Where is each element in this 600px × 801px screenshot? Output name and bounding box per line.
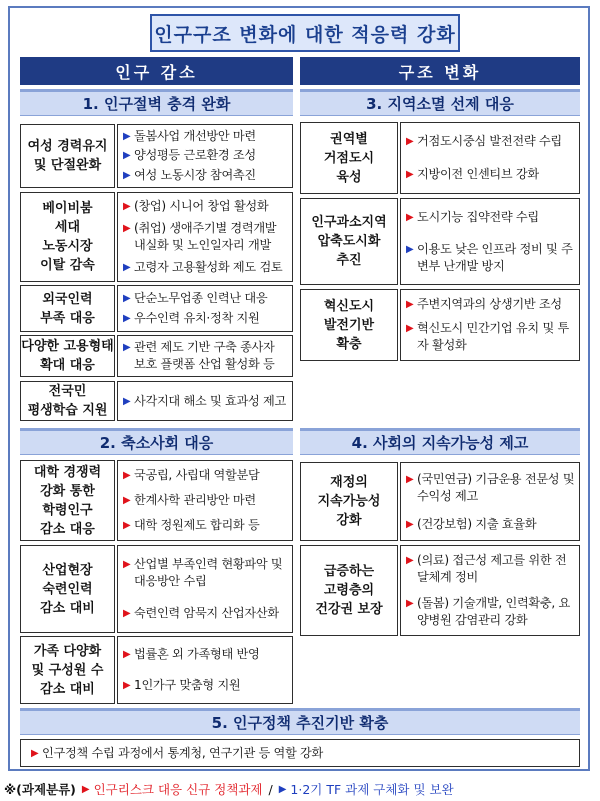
list-item-text: (돌봄) 기술개발, 인력확충, 요양병원 감염관리 강화	[417, 595, 570, 627]
list-item-text: (건강보험) 지출 효율화	[417, 516, 537, 531]
list-item-text: (창업) 시니어 창업 활성화	[134, 198, 269, 213]
row-content	[117, 285, 293, 332]
row-label: 가족 다양화 및 구성원 수 감소 대비	[20, 636, 115, 704]
list-item	[123, 147, 289, 164]
triangle-right-icon: ▶	[123, 200, 131, 212]
footer-key: ※(과제분류)	[4, 782, 76, 797]
row-label: 대학 경쟁력 강화 통한 학령인구 감소 대응	[20, 460, 115, 541]
list-item-text: 1인가구 맞춤형 지원	[134, 678, 241, 692]
triangle-right-icon: ▶	[123, 342, 131, 353]
row-label: 산업현장 숙련인력 감소 대비	[20, 545, 115, 633]
triangle-right-icon: ▶	[123, 169, 131, 181]
row-label: 재정의 지속가능성 강화	[300, 462, 398, 541]
list-item	[406, 241, 576, 275]
list-item	[123, 290, 289, 307]
list-item-text: (의료) 접근성 제고를 위한 전달체계 정비	[417, 553, 567, 585]
list-item-text: 혁신도시 민간기업 유치 및 투자 활성화	[417, 321, 569, 353]
list-item-text: 국공립, 사립대 역할분담	[134, 468, 260, 482]
triangle-right-icon: ▶	[406, 597, 414, 609]
section-header-1: 1. 인구절벽 충격 완화	[20, 89, 293, 116]
row-content	[400, 462, 580, 541]
row-label: 급증하는 고령층의 건강권 보장	[300, 545, 398, 636]
triangle-right-icon: ▶	[123, 395, 131, 407]
list-item	[123, 556, 289, 590]
triangle-right-icon: ▶	[406, 323, 414, 335]
list-item	[123, 128, 289, 145]
list-item	[406, 166, 576, 183]
footer-blue-label: 1·2기 TF 과제 구체화 및 보완	[290, 782, 454, 797]
list-item-text: 관련 제도 기반 구축 종사자 보호 플랫폼 산업 활성화 등	[134, 340, 275, 371]
list-item	[406, 595, 576, 629]
list-item-text: 여성 노동시장 참여촉진	[134, 167, 256, 182]
list-item	[31, 745, 576, 762]
list-item-text: 단순노무업종 인력난 대응	[134, 290, 268, 305]
list-item	[123, 259, 289, 276]
row-content	[400, 198, 580, 285]
triangle-right-icon: ▶	[123, 222, 131, 234]
row-label: 권역별 거점도시 육성	[300, 122, 398, 194]
triangle-right-icon: ▶	[123, 131, 131, 143]
triangle-right-icon: ▶	[123, 150, 131, 162]
triangle-right-icon: ▶	[406, 298, 414, 310]
row-label: 전국민 평생학습 지원	[20, 381, 115, 421]
triangle-right-icon: ▶	[406, 518, 414, 530]
triangle-right-icon: ▶	[123, 680, 131, 691]
row-content	[117, 545, 293, 633]
list-item-text: 주변지역과의 상생기반 조성	[417, 296, 562, 311]
list-item-text: (국민연금) 기금운용 전문성 및 수익성 제고	[417, 471, 575, 503]
triangle-right-icon: ▶	[406, 555, 414, 567]
list-item-text: 법률혼 외 가족형태 반영	[134, 647, 260, 661]
row-content	[117, 460, 293, 541]
list-item-text: 양성평등 근로환경 조성	[134, 148, 256, 163]
row-content	[117, 381, 293, 421]
list-item-text: 우수인력 유치·정착 지원	[134, 311, 260, 326]
list-item-text: 대학 정원제도 합리화 등	[134, 518, 260, 532]
column-header-right: 구조 변화	[300, 57, 580, 85]
triangle-right-icon: ▶	[123, 470, 131, 481]
triangle-right-icon: ▶	[278, 783, 287, 795]
list-item	[123, 393, 289, 410]
row-content	[117, 192, 293, 282]
list-item	[406, 552, 576, 586]
row-content	[400, 122, 580, 194]
triangle-right-icon: ▶	[123, 292, 131, 304]
triangle-right-icon: ▶	[123, 649, 131, 660]
section-header-2: 2. 축소사회 대응	[20, 428, 293, 455]
section-header-5: 5. 인구정책 추진기반 확충	[20, 708, 580, 735]
triangle-right-icon: ▶	[406, 211, 414, 223]
list-item	[123, 677, 289, 694]
row-content	[400, 545, 580, 636]
list-item	[123, 467, 289, 484]
row-content	[400, 289, 580, 361]
list-item	[406, 320, 576, 354]
column-header-left: 인구 감소	[20, 57, 293, 85]
list-item	[406, 471, 576, 505]
triangle-right-icon: ▶	[406, 243, 414, 255]
list-item-text: 산업별 부족인력 현황파악 및 대응방안 수립	[134, 556, 283, 588]
list-item	[123, 220, 289, 254]
row-label: 여성 경력유지 및 단절완화	[20, 124, 115, 188]
footer-separator: /	[268, 781, 273, 797]
row-label: 혁신도시 발전기반 확충	[300, 289, 398, 361]
list-item-text: 이용도 낮은 인프라 정비 및 주변부 난개발 방지	[417, 241, 573, 273]
triangle-right-icon: ▶	[123, 495, 131, 506]
section-header-4: 4. 사회의 지속가능성 제고	[300, 428, 580, 455]
list-item-text: 도시기능 집약전략 수립	[417, 209, 539, 224]
list-item-text: (취업) 생애주기별 경력개발 내실화 및 노인일자리 개발	[134, 220, 277, 252]
row-label: 인구과소지역 압축도시화 추진	[300, 198, 398, 285]
row-content	[117, 124, 293, 188]
list-item	[123, 310, 289, 327]
triangle-right-icon: ▶	[123, 313, 131, 325]
page-title: 인구구조 변화에 대한 적응력 강화	[150, 14, 460, 52]
row-label: 베이비붐 세대 노동시장 이탈 감속	[20, 192, 115, 282]
list-item	[123, 198, 289, 215]
row-content	[117, 335, 293, 377]
row-content	[117, 636, 293, 704]
list-item-text: 거점도시중심 발전전략 수립	[417, 134, 562, 148]
list-item	[406, 516, 576, 533]
triangle-right-icon: ▶	[406, 136, 414, 147]
list-item-text: 고령자 고용활성화 제도 검토	[134, 260, 283, 275]
list-item-text: 돌봄사업 개선방안 마련	[134, 129, 256, 144]
list-item	[123, 605, 289, 622]
list-item	[406, 209, 576, 226]
list-item-text: 사각지대 해소 및 효과성 제고	[134, 393, 286, 408]
list-item	[406, 296, 576, 313]
triangle-right-icon: ▶	[123, 520, 131, 531]
footer-red-label: 인구리스크 대응 신규 정책과제	[93, 782, 263, 797]
triangle-right-icon: ▶	[123, 608, 131, 620]
list-item-text: 숙련인력 암묵지 산업자산화	[134, 606, 279, 621]
list-item	[123, 517, 289, 534]
list-item	[123, 167, 289, 184]
list-item-text: 인구정책 수립 과정에서 통계청, 연구기관 등 역할 강화	[42, 745, 324, 760]
triangle-right-icon: ▶	[123, 262, 131, 274]
list-item	[123, 339, 289, 373]
list-item	[123, 492, 289, 509]
triangle-right-icon: ▶	[31, 747, 39, 759]
list-item-text: 지방이전 인센티브 강화	[417, 167, 539, 181]
row-label: 외국인력 부족 대응	[20, 285, 115, 332]
list-item-text: 한계사학 관리방안 마련	[134, 493, 256, 507]
triangle-right-icon: ▶	[81, 783, 90, 795]
s5-item-box	[20, 739, 580, 767]
list-item	[406, 133, 576, 150]
triangle-right-icon: ▶	[123, 558, 131, 570]
row-label: 다양한 고용형태 확대 대응	[20, 335, 115, 377]
triangle-right-icon: ▶	[406, 169, 414, 180]
section-header-3: 3. 지역소멸 선제 대응	[300, 89, 580, 116]
triangle-right-icon: ▶	[406, 473, 414, 485]
footer-legend	[0, 779, 600, 799]
list-item	[123, 646, 289, 663]
